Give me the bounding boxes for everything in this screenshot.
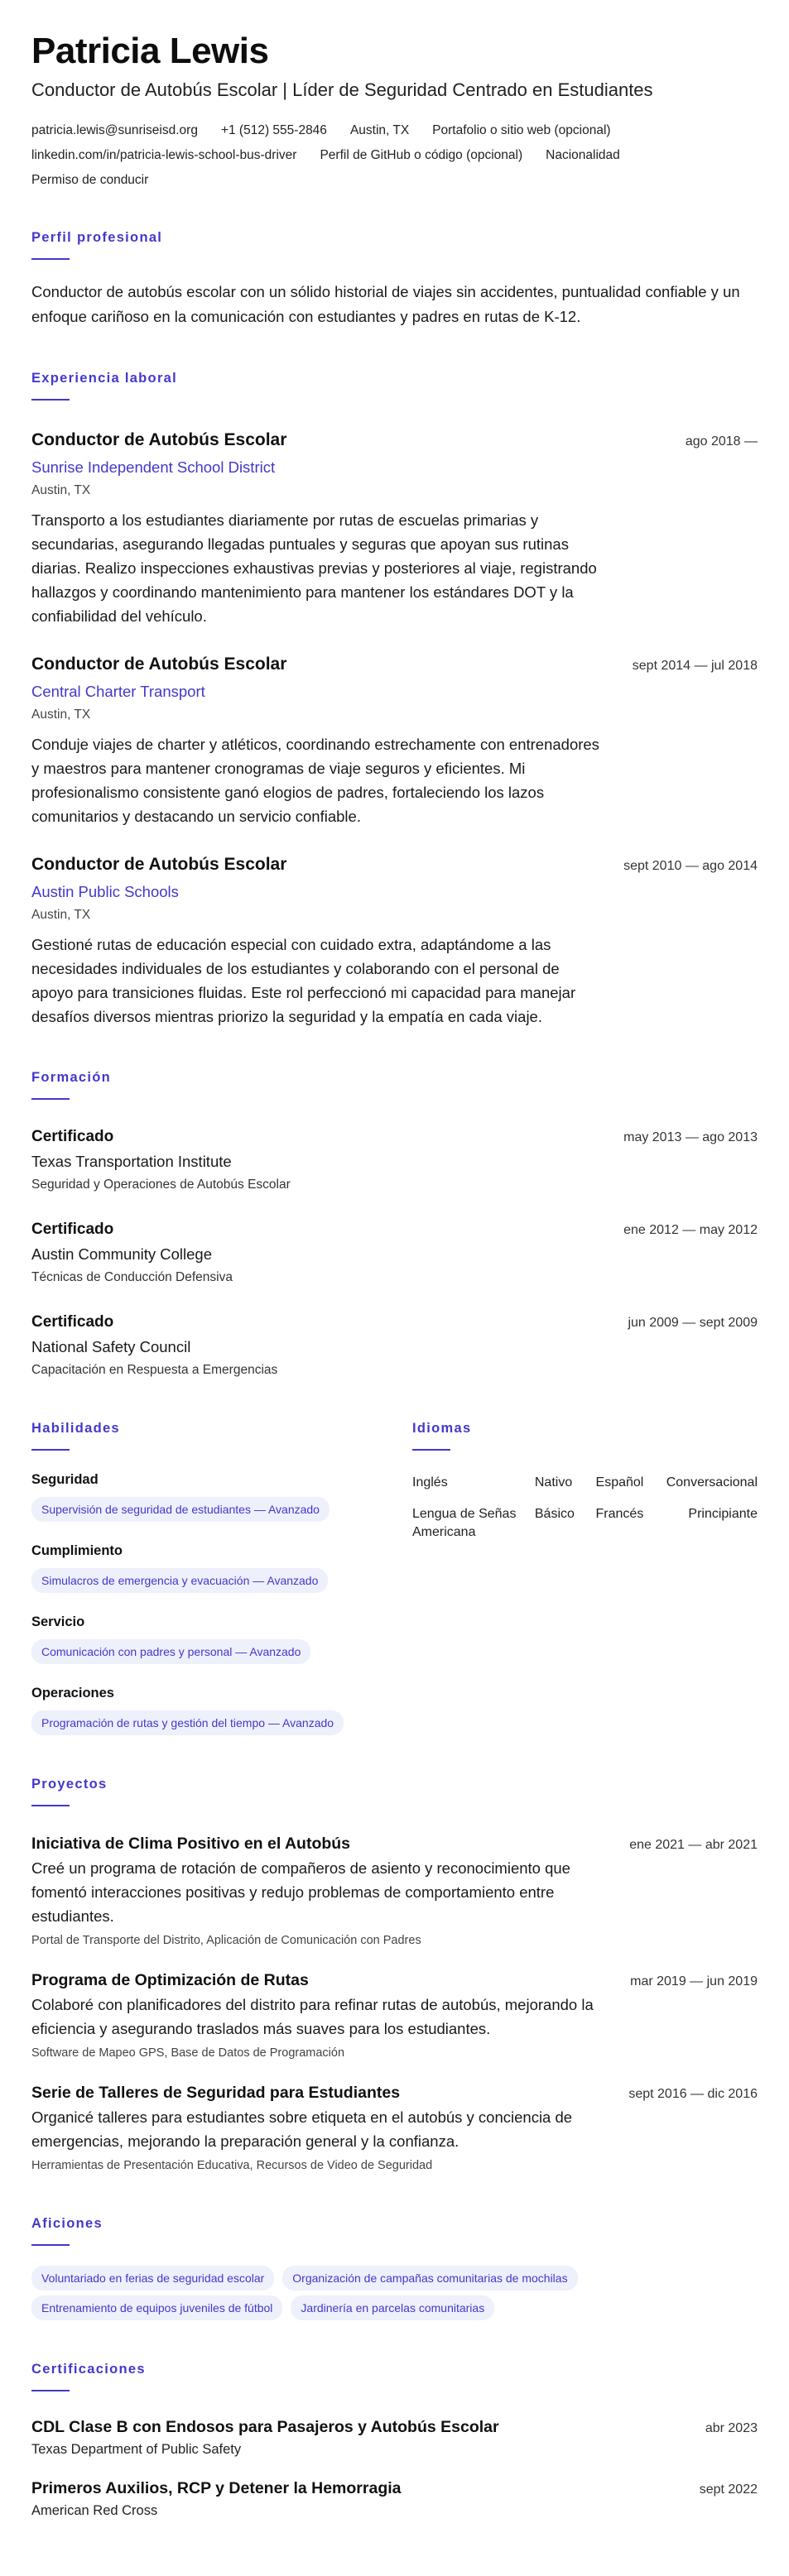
language-name: Inglés — [412, 1475, 448, 1489]
education-field: Seguridad y Operaciones de Autobús Escolar — [31, 1178, 291, 1192]
profile-summary: Conductor de autobús escolar con un sólido historial de viajes sin accidentes, puntualidad confiable y un enfoque cariñoso en la comunicación con estudiantes y padres en rutas de K-12. — [31, 283, 740, 325]
certification-date: sept 2022 — [699, 2482, 758, 2497]
section-divider — [31, 399, 70, 401]
profile-section — [31, 228, 758, 329]
contact-nationality: Nacionalidad — [546, 148, 620, 162]
project-name: Serie de Talleres de Seguridad para Estudiantes — [31, 2084, 401, 2102]
language-level: Nativo — [534, 1475, 573, 1489]
experience-entry — [31, 429, 758, 628]
project-entry — [31, 1969, 758, 2062]
education-school: Austin Community College — [31, 1245, 212, 1263]
experience-entry — [31, 653, 758, 828]
section-title: Experiencia laboral — [31, 371, 178, 386]
certifications-section — [31, 2360, 758, 2521]
education-entry — [31, 1312, 758, 1379]
job-description: Conduje viajes de charter y atléticos, coordinando estrechamente con entrenadores y maestros para mantener cronogramas de viaje seguros y eficientes. Mi profesionalismo consistente ganó elogios de padres, fortaleciendo los lazos comunitarios y destacando un servicio confiable. — [31, 736, 599, 825]
job-dates: sept 2014 — jul 2018 — [632, 659, 758, 673]
hobby-tags — [31, 2266, 760, 2320]
education-field: Técnicas de Conducción Defensiva — [31, 1270, 233, 1284]
contact-linkedin[interactable]: linkedin.com/in/patricia-lewis-school-bus-driver — [31, 148, 297, 162]
skill-group — [31, 1684, 412, 1735]
section-title: Perfil profesional — [31, 230, 163, 245]
job-title: Conductor de Autobús Escolar — [31, 655, 287, 674]
section-title: Aficiones — [31, 2216, 103, 2231]
language-level: Conversacional — [666, 1475, 758, 1489]
skill-group — [31, 1613, 412, 1664]
job-location: Austin, TX — [31, 483, 91, 497]
project-technologies: Herramientas de Presentación Educativa, Recursos de Video de Seguridad — [31, 2159, 433, 2172]
experience-section — [31, 369, 758, 1029]
language-level: Básico — [534, 1507, 575, 1521]
certification-issuer: American Red Cross — [31, 2503, 158, 2518]
skill-tag: Comunicación con padres y personal — Avanzado — [31, 1639, 310, 1664]
education-degree: Certificado — [31, 1128, 114, 1145]
candidate-headline: Conductor de Autobús Escolar | Líder de Seguridad Centrado en Estudiantes — [31, 79, 653, 100]
skills-languages-section — [31, 1419, 758, 1735]
education-degree: Certificado — [31, 1221, 114, 1238]
project-technologies: Portal de Transporte del Distrito, Aplicación de Comunicación con Padres — [31, 1934, 421, 1947]
contact-portfolio[interactable]: Portafolio o sitio web (opcional) — [432, 123, 611, 137]
section-divider — [412, 1449, 450, 1451]
project-dates: sept 2016 — dic 2016 — [628, 2087, 758, 2101]
project-description: Creé un programa de rotación de compañeros de asiento y reconocimiento que fomentó interacciones positivas y redujo problemas de comportamiento entre estudiantes. — [31, 1859, 570, 1925]
project-dates: ene 2021 — abr 2021 — [629, 1838, 758, 1852]
skills-column — [31, 1419, 412, 1735]
project-name: Iniciativa de Clima Positivo en el Autobús — [31, 1835, 351, 1853]
job-dates: sept 2010 — ago 2014 — [623, 859, 758, 873]
project-technologies: Software de Mapeo GPS, Base de Datos de Programación — [31, 2046, 345, 2060]
hobby-tag: Entrenamiento de equipos juveniles de fútbol — [31, 2295, 282, 2320]
section-divider — [31, 1098, 70, 1100]
education-entry — [31, 1126, 758, 1194]
languages-column — [412, 1419, 758, 1735]
contact-driving-license: Permiso de conducir — [31, 173, 149, 187]
certification-entry — [31, 2478, 758, 2521]
employer-name: Central Charter Transport — [31, 683, 205, 700]
language-level: Principiante — [688, 1507, 758, 1521]
certification-name: CDL Clase B con Endosos para Pasajeros y Autobús Escolar — [31, 2418, 499, 2436]
section-divider — [31, 1449, 70, 1451]
job-title: Conductor de Autobús Escolar — [31, 855, 287, 874]
candidate-name: Patricia Lewis — [31, 31, 269, 71]
education-entry — [31, 1219, 758, 1287]
section-title: Habilidades — [31, 1421, 120, 1436]
resume-header — [31, 30, 758, 190]
section-divider — [31, 1805, 70, 1806]
contact-email[interactable]: patricia.lewis@sunriseisd.org — [31, 123, 198, 137]
language-name: Francés — [595, 1507, 644, 1521]
employer-name: Austin Public Schools — [31, 883, 179, 900]
languages-table — [412, 1470, 758, 1552]
hobby-tag: Voluntariado en ferias de seguridad escolar — [31, 2266, 274, 2291]
project-description: Organicé talleres para estudiantes sobre etiqueta en el autobús y conciencia de emergencias, mejorando la preparación general y la confianza. — [31, 2108, 573, 2150]
project-name: Programa de Optimización de Rutas — [31, 1971, 309, 1989]
skill-tag: Programación de rutas y gestión del tiempo — Avanzado — [31, 1710, 344, 1735]
education-school: Texas Transportation Institute — [31, 1153, 232, 1170]
skill-tag: Supervisión de seguridad de estudiantes — Avanzado — [31, 1497, 330, 1522]
education-dates: ene 2012 — may 2012 — [623, 1223, 758, 1237]
job-dates: ago 2018 — — [685, 434, 758, 449]
certification-issuer: Texas Department of Public Safety — [31, 2442, 242, 2457]
employer-name: Sunrise Independent School District — [31, 458, 276, 476]
language-name: Lengua de Señas Americana — [412, 1507, 517, 1539]
hobby-tag: Organización de campañas comunitarias de mochilas — [282, 2266, 577, 2291]
hobby-tag: Jardinería en parcelas comunitarias — [291, 2295, 494, 2320]
skill-group — [31, 1470, 412, 1522]
section-title: Formación — [31, 1070, 112, 1085]
skill-category: Servicio — [31, 1614, 85, 1629]
education-field: Capacitación en Respuesta a Emergencias — [31, 1363, 278, 1377]
education-school: National Safety Council — [31, 1338, 191, 1355]
language-name: Español — [595, 1475, 644, 1489]
certification-name: Primeros Auxilios, RCP y Detener la Hemorragia — [31, 2479, 402, 2497]
contact-list — [31, 121, 760, 190]
education-dates: may 2013 — ago 2013 — [623, 1130, 758, 1144]
section-title: Proyectos — [31, 1777, 108, 1792]
project-dates: mar 2019 — jun 2019 — [630, 1974, 758, 1988]
certification-date: abr 2023 — [705, 2421, 758, 2435]
project-entry — [31, 1833, 758, 1950]
hobbies-section — [31, 2214, 758, 2320]
section-divider — [31, 258, 70, 260]
contact-phone[interactable]: +1 (512) 555-2846 — [220, 123, 327, 137]
skill-group — [31, 1542, 412, 1593]
contact-github[interactable]: Perfil de GitHub o código (opcional) — [320, 148, 523, 162]
project-entry — [31, 2082, 758, 2175]
section-title: Certificaciones — [31, 2362, 146, 2377]
projects-section — [31, 1775, 758, 2175]
job-title: Conductor de Autobús Escolar — [31, 430, 287, 449]
certification-entry — [31, 2416, 758, 2459]
job-description: Gestioné rutas de educación especial con cuidado extra, adaptándome a las necesidades individuales de los estudiantes y colaborando con el personal de apoyo para transiciones fluidas. Este rol perfeccionó mi capacidad para manejar desafíos diversos mientras priorizo la seguridad y la empatía en cada viaje. — [31, 936, 576, 1025]
education-section — [31, 1068, 758, 1379]
section-title: Idiomas — [412, 1421, 472, 1436]
skill-category: Cumplimiento — [31, 1543, 123, 1558]
section-divider — [31, 2390, 70, 2391]
skill-tag: Simulacros de emergencia y evacuación — Avanzado — [31, 1568, 328, 1593]
education-degree: Certificado — [31, 1313, 114, 1331]
section-divider — [31, 2244, 70, 2246]
project-description: Colaboré con planificadores del distrito para refinar rutas de autobús, mejorando la eficiencia y asegurando traslados más suaves para los estudiantes. — [31, 1996, 594, 2037]
contact-location: Austin, TX — [349, 123, 410, 137]
skill-category: Operaciones — [31, 1686, 114, 1701]
job-location: Austin, TX — [31, 908, 91, 922]
skill-category: Seguridad — [31, 1472, 99, 1487]
experience-entry — [31, 853, 758, 1029]
education-dates: jun 2009 — sept 2009 — [628, 1316, 758, 1330]
job-location: Austin, TX — [31, 708, 91, 722]
job-description: Transporto a los estudiantes diariamente por rutas de escuelas primarias y secundarias, asegurando llegadas puntuales y seguras que apoyan sus rutinas diarias. Realizo inspecciones exhaustivas previas y posteriores al viaje, registrando hallazgos y coordinando mantenimiento para mantener los estándares DOT y la confiabilidad del vehículo. — [31, 511, 597, 625]
